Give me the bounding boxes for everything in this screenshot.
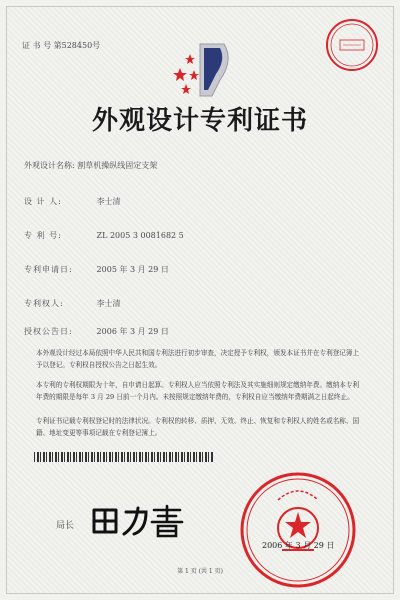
design-name-value: 割草机操纵线固定支架 bbox=[77, 161, 158, 170]
agency-seal-icon bbox=[324, 17, 380, 73]
patent-office-emblem-icon bbox=[170, 40, 240, 100]
patent-number-row bbox=[24, 230, 184, 241]
page-footer: 第 1 页 (共 1 页) bbox=[177, 568, 223, 575]
designer-row bbox=[24, 196, 121, 207]
designer-value: 李士清 bbox=[96, 197, 121, 206]
patent-number-label: 专 利 号: bbox=[24, 231, 62, 240]
paragraph-legal-status: 专利证书记载专利权登记时的法律状况。专利权的转移、质押、无效、终止、恢复和专利权人的姓名或名称、国籍、地址变更等事项记载在专利登记簿上。 bbox=[36, 417, 360, 437]
design-name-label: 外观设计名称: bbox=[24, 161, 75, 170]
barcode bbox=[34, 452, 214, 462]
filing-date-value: 2005 年 3 月 29 日 bbox=[96, 265, 169, 274]
grant-date-label: 授权公告日: bbox=[24, 327, 73, 336]
certificate-number: 证 书 号 第528450号 bbox=[22, 41, 101, 50]
page-title: 外观设计专利证书 bbox=[91, 106, 308, 136]
paragraph-grant: 本外观设计经过本局依照中华人民共和国专利法进行初步审查，决定授予专利权，颁发本证书并在专利登记簿上予以登记。专利权自授权公告之日起生效。 bbox=[36, 349, 360, 369]
director-label: 局长 bbox=[56, 521, 75, 531]
grant-date-value: 2006 年 3 月 29 日 bbox=[96, 327, 169, 336]
designer-label: 设 计 人: bbox=[24, 197, 62, 206]
patentee-row bbox=[24, 298, 121, 309]
issue-date: 2006 年 3 月 29 日 bbox=[262, 541, 335, 550]
filing-date-label: 专利申请日: bbox=[24, 265, 73, 274]
director-signature bbox=[88, 500, 188, 544]
patentee-value: 李士清 bbox=[96, 299, 121, 308]
patentee-label: 专利权人: bbox=[24, 299, 64, 308]
paragraph-term-fees: 本专利的专利权期限为十年，自申请日起算。专利权人应当依照专利法及其实施细则规定缴纳年费。缴纳本专利年费的期限是每年 3 月 29 日前一个月内。未按照规定缴纳年费的，专利权自应当缴纳年费期满之日起终止。 bbox=[36, 381, 360, 401]
filing-date-row bbox=[24, 264, 169, 275]
grant-date-row bbox=[24, 326, 169, 337]
design-name-row bbox=[24, 160, 157, 171]
patent-number-value: ZL 2005 3 0081682 5 bbox=[96, 231, 184, 240]
signature-icon bbox=[88, 500, 188, 540]
